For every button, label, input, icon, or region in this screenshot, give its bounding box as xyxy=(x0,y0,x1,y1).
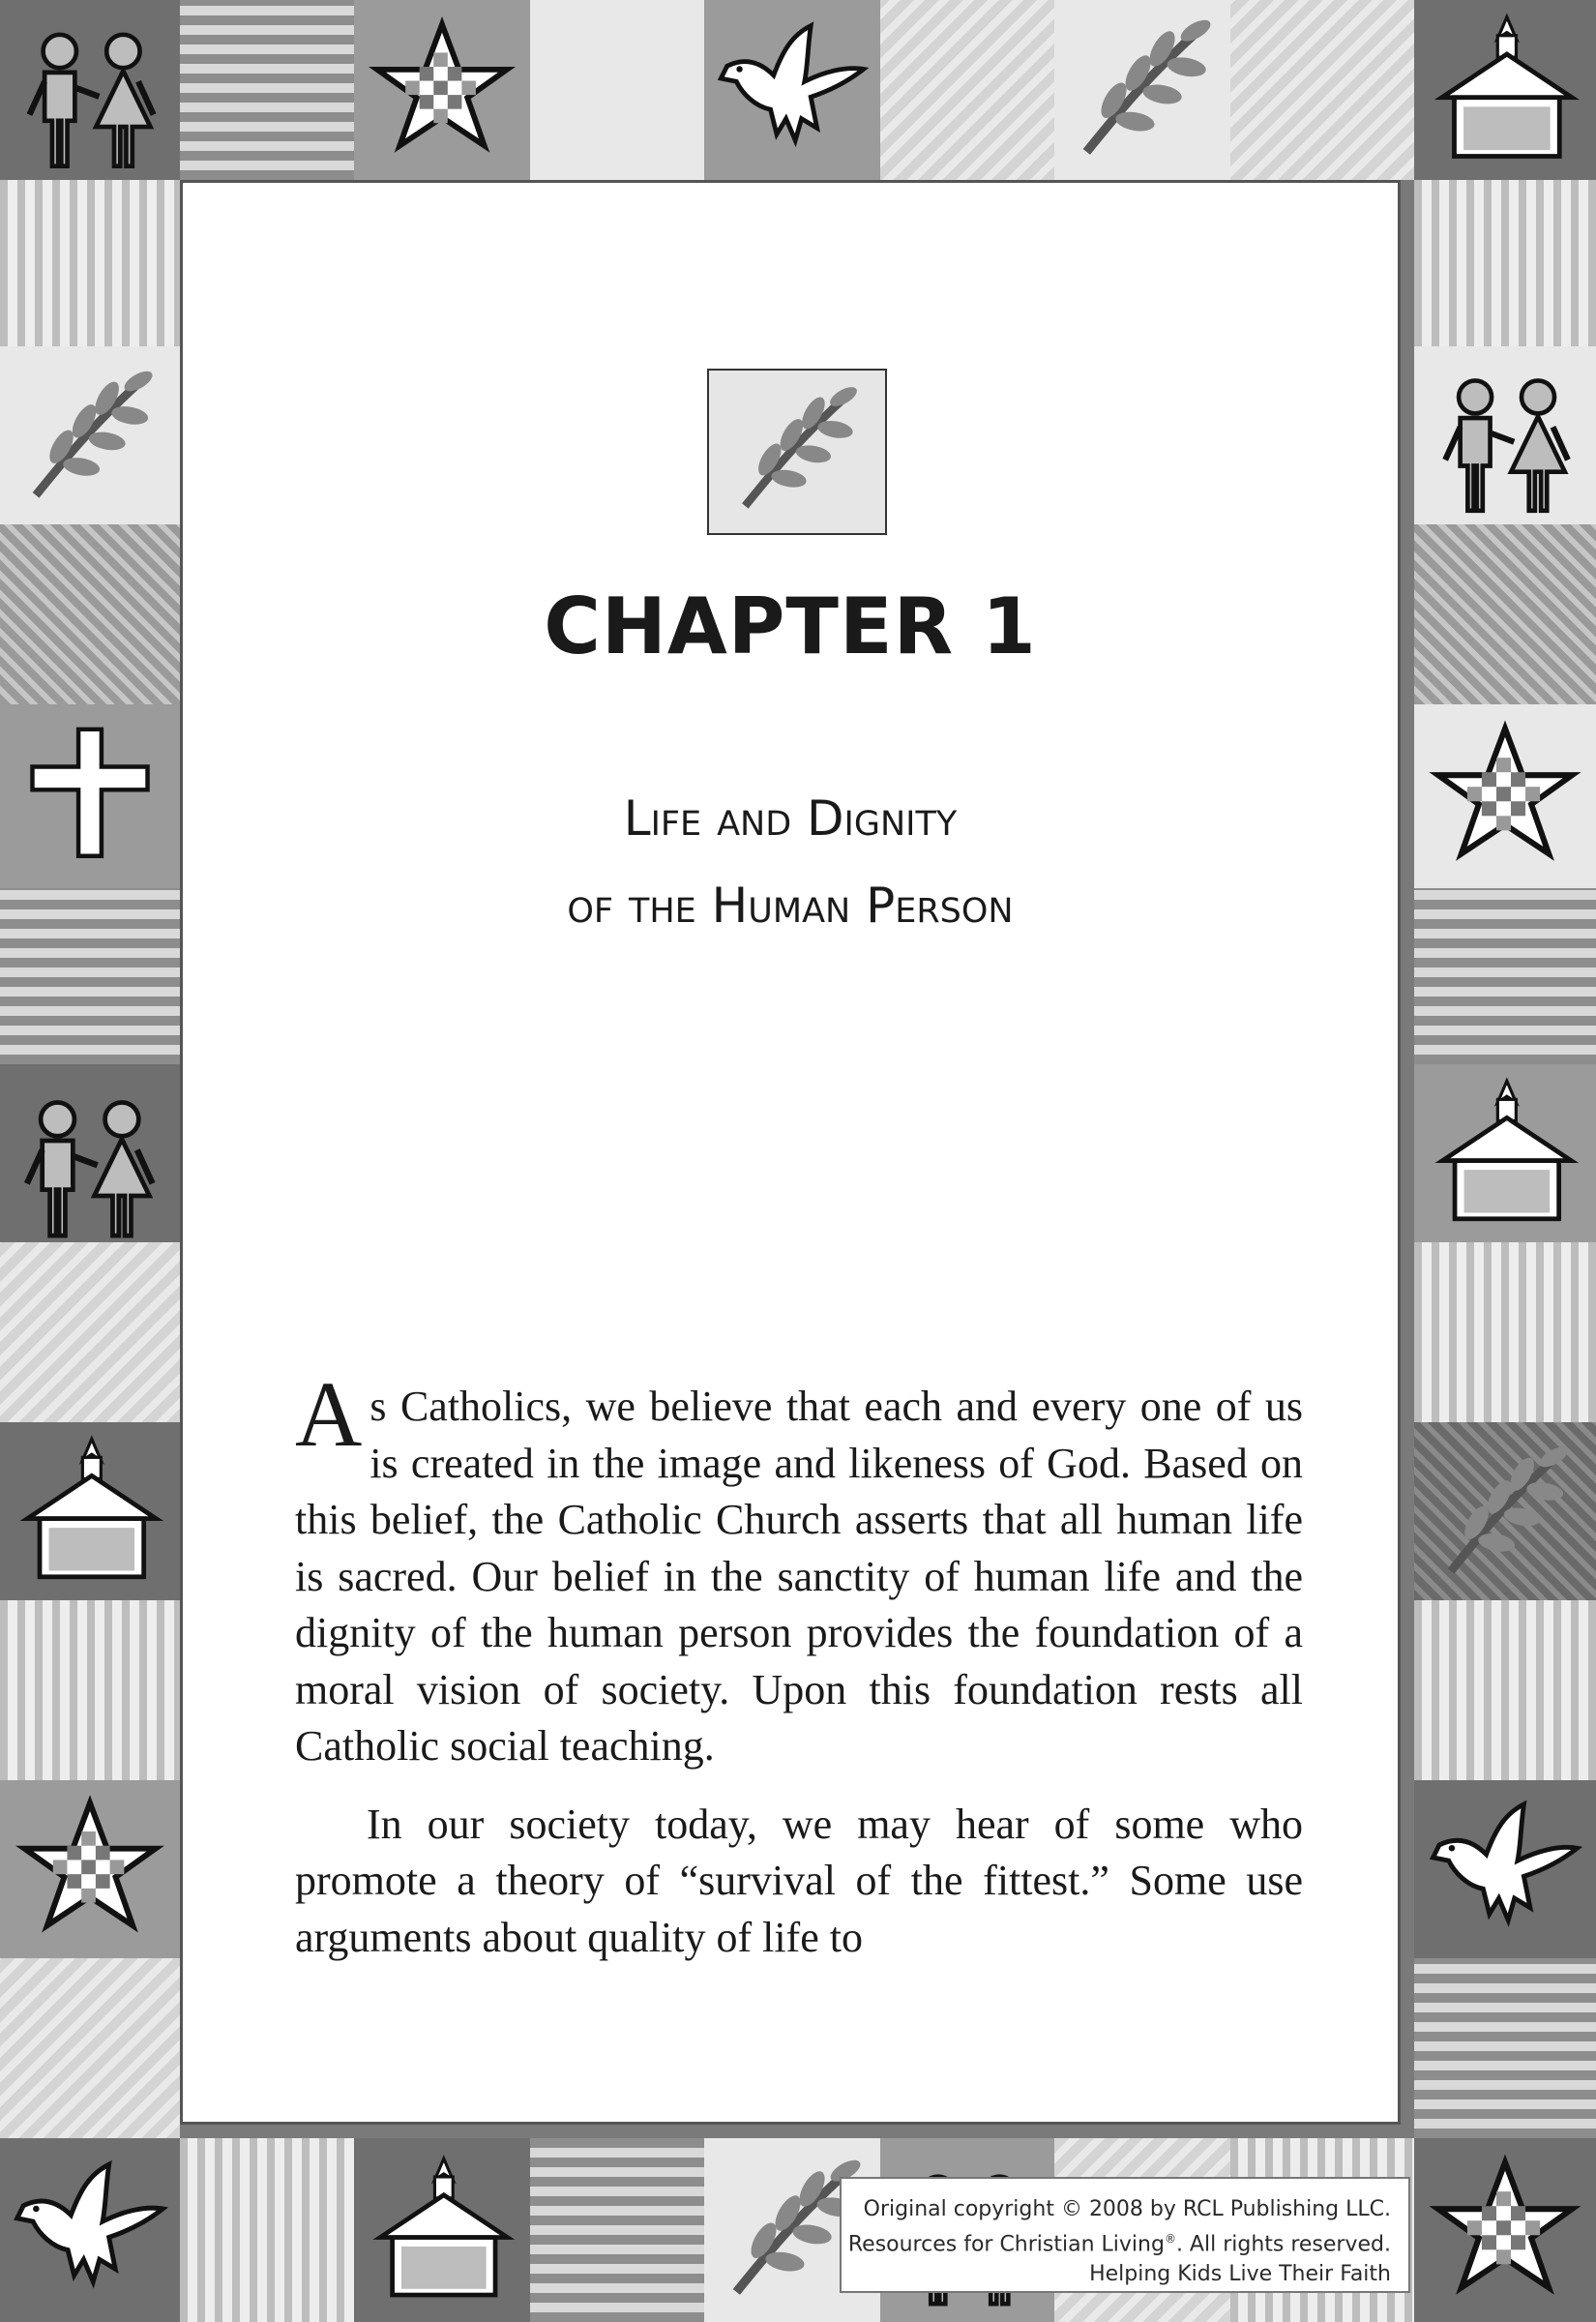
chapter-title: CHAPTER 1 xyxy=(544,581,1037,671)
children-icon xyxy=(0,1064,180,1242)
diagonal-tile xyxy=(0,1242,180,1422)
stripe-tile xyxy=(0,1600,180,1780)
diagonal-tile xyxy=(880,0,1054,180)
paragraph-2: In our society today, we may hear of some who promote a theory of “survival of the fittest.” Some use arguments about quality of life to xyxy=(295,1800,1303,1961)
copyright-line-2 xyxy=(842,2224,1391,2259)
dove-icon xyxy=(0,2138,180,2322)
dove-icon xyxy=(1414,1780,1596,1958)
stripe-tile xyxy=(0,180,180,346)
copyright-line-2-a: Resources for Christian Living xyxy=(847,2232,1165,2257)
copyright-line-1: Original copyright © 2008 by RCL Publishing LLC. xyxy=(863,2197,1391,2221)
schoolhouse-icon xyxy=(1414,0,1596,180)
chapter-subtitle xyxy=(183,775,1398,949)
copyright-line-3: Helping Kids Live Their Faith xyxy=(1089,2262,1391,2287)
stripe-tile xyxy=(180,0,354,180)
chapter-subtitle-line2: of the Human Person xyxy=(567,878,1014,934)
diagonal-tile xyxy=(0,524,180,704)
diagonal-tile xyxy=(1414,524,1596,704)
olive-branch-icon xyxy=(0,346,180,524)
star-icon xyxy=(1414,704,1596,888)
drop-cap: A xyxy=(295,1362,363,1466)
chapter-subtitle-line1: Life and Dignity xyxy=(623,790,958,847)
star-icon xyxy=(0,1780,180,1958)
copyright-notice xyxy=(840,2177,1410,2293)
registered-mark: ® xyxy=(1164,2232,1176,2246)
paragraph-1-text: s Catholics, we believe that each and every one of us is created in the image and likeness of God. Based on this belief, the Catholic Church asserts that all human life is sacred. Our belief in the sanctity of human life and the dignity of the human person provides the foundation of a moral vision of society. Upon this foundation rests all Catholic social teaching. xyxy=(295,1383,1303,1770)
stripe-tile xyxy=(1414,1958,1596,2138)
paragraph-1 xyxy=(295,1362,1303,1775)
stripe-tile xyxy=(1414,1600,1596,1780)
body-text xyxy=(295,1362,1303,1966)
stripe-tile xyxy=(1414,888,1596,1064)
stripe-tile xyxy=(530,2138,704,2322)
schoolhouse-icon xyxy=(354,2138,530,2322)
diagonal-tile xyxy=(1230,0,1414,180)
diagonal-tile xyxy=(0,1958,180,2138)
olive-branch-icon xyxy=(1414,1422,1596,1600)
star-icon xyxy=(1414,2138,1596,2322)
star-icon xyxy=(354,0,530,180)
children-icon xyxy=(1414,346,1596,524)
stripe-tile xyxy=(0,888,180,1064)
olive-branch-icon xyxy=(1054,0,1230,180)
stripe-tile xyxy=(1414,180,1596,346)
children-icon xyxy=(0,0,180,180)
schoolhouse-icon xyxy=(0,1422,180,1600)
content-panel xyxy=(180,180,1401,2125)
olive-branch-icon xyxy=(707,369,887,535)
copyright-line-2-b: . All rights reserved. xyxy=(1175,2232,1391,2257)
stripe-tile xyxy=(1414,1242,1596,1422)
plaid-tile xyxy=(530,0,704,180)
stripe-tile xyxy=(180,2138,354,2322)
schoolhouse-icon xyxy=(1414,1064,1596,1242)
dove-icon xyxy=(704,0,880,180)
cross-icon xyxy=(0,704,180,888)
